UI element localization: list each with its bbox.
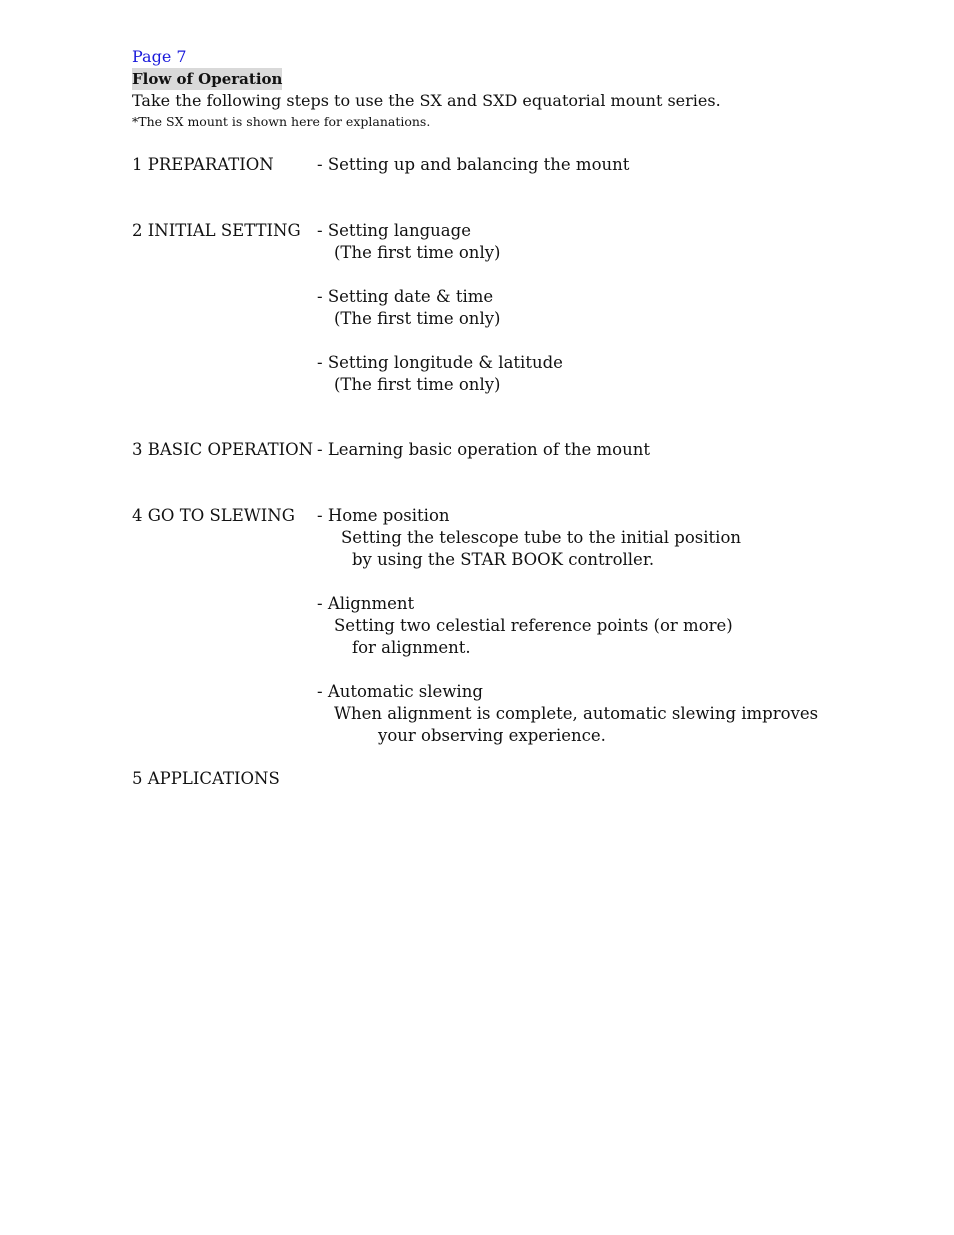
item-detail: When alignment is complete, automatic slewing improves <box>334 704 819 723</box>
item-detail: (The first time only) <box>334 243 501 262</box>
footnote-text: *The SX mount is shown here for explanations. <box>132 114 431 129</box>
step-title: 4 GO TO SLEWING <box>132 506 295 525</box>
step-item <box>317 593 733 659</box>
item-detail: your observing experience. <box>378 726 606 745</box>
step-item <box>317 154 629 176</box>
step-title: 5 APPLICATIONS <box>132 769 280 788</box>
step-item <box>317 681 818 747</box>
item-detail: (The first time only) <box>334 375 501 394</box>
step-item <box>317 439 650 461</box>
step-title: 3 BASIC OPERATION <box>132 440 314 459</box>
item-label: - Alignment <box>317 594 415 613</box>
document-page <box>132 46 832 788</box>
item-label: - Setting up and balancing the mount <box>317 155 630 174</box>
step-title: 2 INITIAL SETTING <box>132 221 301 240</box>
intro-text: Take the following steps to use the SX and SXD equatorial mount series. <box>132 91 721 110</box>
item-label: - Learning basic operation of the mount <box>317 440 650 459</box>
item-label: - Home position <box>317 506 450 525</box>
step-item <box>317 220 500 264</box>
item-label: - Setting date & time <box>317 287 494 306</box>
item-detail: for alignment. <box>352 638 471 657</box>
step-title: 1 PREPARATION <box>132 155 274 174</box>
step-item <box>317 505 741 571</box>
item-detail: by using the STAR BOOK controller. <box>352 550 655 569</box>
item-detail: (The first time only) <box>334 309 501 328</box>
item-detail: Setting two celestial reference points (or more) <box>334 616 733 635</box>
item-label: - Automatic slewing <box>317 682 483 701</box>
step-item <box>317 286 500 330</box>
section-heading: Flow of Operation <box>132 70 283 88</box>
item-label: - Setting longitude & latitude <box>317 353 563 372</box>
item-label: - Setting language <box>317 221 471 240</box>
step-item <box>317 352 563 396</box>
item-detail: Setting the telescope tube to the initial position <box>341 528 742 547</box>
page-link[interactable]: Page 7 <box>132 47 187 66</box>
